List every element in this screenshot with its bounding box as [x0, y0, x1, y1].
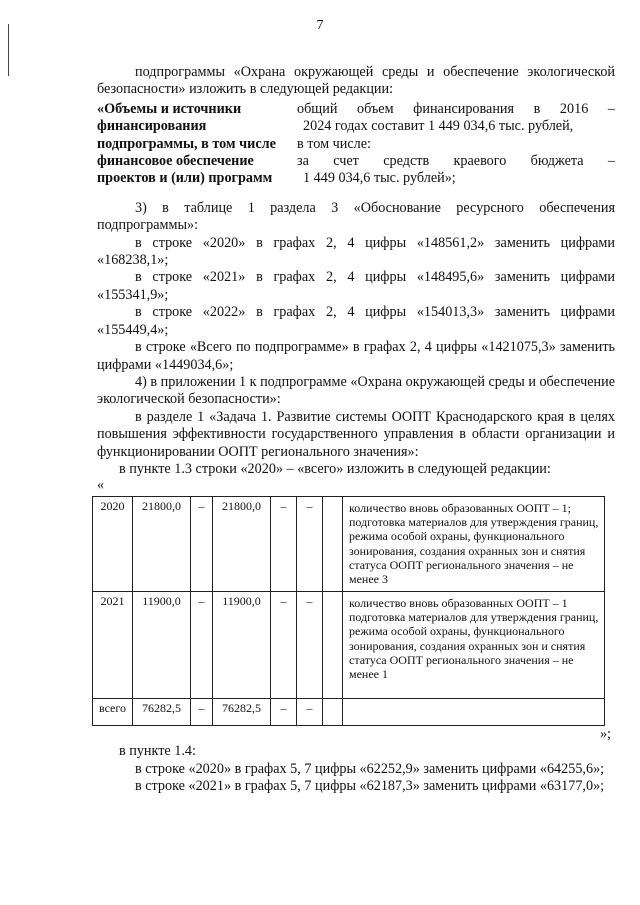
cell-col-1: 11900,0 — [133, 592, 191, 699]
paragraph-1-4-row-2021: в строке «2021» в графах 5, 7 цифры «62187,3» заменить цифрами «63177,0»; — [135, 778, 605, 795]
cell-col-2: – — [191, 497, 213, 592]
cell-year: 2020 — [93, 497, 133, 592]
cell-col-5: – — [297, 497, 323, 592]
cell-col-3: 21800,0 — [213, 497, 271, 592]
value-line: в том числе: — [297, 135, 371, 152]
cell-col-4: – — [271, 592, 297, 699]
cell-year: 2021 — [93, 592, 133, 699]
paragraph-row-2021: в строке «2021» в графах 2, 4 цифры «148495,6» заменить цифрами «155341,9»; — [97, 269, 615, 303]
cell-col-4: – — [271, 699, 297, 726]
cell-col-1: 76282,5 — [133, 699, 191, 726]
cell-col-2: – — [191, 592, 213, 699]
value-line: 1 449 034,6 тыс. рублей»; — [303, 170, 456, 187]
cell-col-5: – — [297, 592, 323, 699]
cell-col-6 — [323, 592, 343, 699]
paragraph-item-3: 3) в таблице 1 раздела 3 «Обоснование ресурсного обеспечения подпрограммы»: — [97, 199, 615, 234]
cell-col-6 — [323, 699, 343, 726]
cell-col-4: – — [271, 497, 297, 592]
paragraph-1-4-row-2020: в строке «2020» в графах 5, 7 цифры «62252,9» заменить цифрами «64255,6»; — [135, 760, 605, 777]
table-row — [93, 592, 605, 699]
label-line: проектов и (или) программ — [97, 170, 273, 187]
label-line: финансовое обеспечение — [97, 153, 254, 170]
paragraph-point-1-3: в пункте 1.3 строки «2020» – «всего» изложить в следующей редакции: — [119, 460, 551, 477]
cell-description — [343, 699, 605, 726]
cell-col-1: 21800,0 — [133, 497, 191, 592]
page-number: 7 — [316, 18, 324, 33]
paragraph-row-total: в строке «Всего по подпрограмме» в графах 2, 4 цифры «1421075,3» заменить цифрами «1449034,6»; — [97, 339, 615, 373]
parameters-value — [297, 101, 615, 188]
value-line: за счет средств краевого бюджета – — [297, 153, 615, 170]
cell-col-5: – — [297, 699, 323, 726]
cell-col-6 — [323, 497, 343, 592]
cell-year: всего — [93, 699, 133, 726]
paragraph-section-1: в разделе 1 «Задача 1. Развитие системы ООПТ Краснодарского края в целях повышения эффективности государственного управления в области организации и функционировании ООПТ регионального значения»: — [97, 408, 615, 460]
cell-col-3: 76282,5 — [213, 699, 271, 726]
cell-col-2: – — [191, 699, 213, 726]
paragraph-row-2020: в строке «2020» в графах 2, 4 цифры «148561,2» заменить цифрами «168238,1»; — [97, 234, 615, 269]
financing-table — [92, 496, 605, 726]
paragraph-row-2022: в строке «2022» в графах 2, 4 цифры «154013,3» заменить цифрами «155449,4»; — [97, 304, 615, 338]
table-row — [93, 699, 605, 726]
paragraph-item-4: 4) в приложении 1 к подпрограмме «Охрана окружающей среды и обеспечение экологической безопасности»: — [97, 373, 615, 408]
value-line: 2024 годах составит 1 449 034,6 тыс. рублей, — [303, 118, 574, 135]
paragraph-point-1-4: в пункте 1.4: — [119, 743, 196, 760]
parameters-label — [97, 101, 297, 188]
quote-close: »; — [599, 726, 611, 742]
intro-line-1: подпрограммы «Охрана окружающей среды и обеспечение экологической — [135, 64, 615, 80]
label-line: подпрограммы, в том числе — [97, 135, 276, 152]
label-line: финансирования — [97, 118, 207, 135]
intro-line-2: безопасности» изложить в следующей редакции: — [97, 81, 394, 98]
cell-description: количество вновь образованных ООПТ – 1; подготовка материалов для утверждения границ, режима особой охраны, функционального зонирования, создания охранных зон и снятия статуса ООПТ регионального значения – не менее 3 — [343, 497, 605, 592]
label-line: «Объемы и источники — [97, 100, 242, 117]
table-row — [93, 497, 605, 592]
document-body-continued — [97, 726, 615, 796]
cell-col-3: 11900,0 — [213, 592, 271, 699]
quote-open: « — [97, 477, 105, 494]
financing-parameters — [97, 101, 615, 188]
document-body — [97, 64, 615, 492]
cell-description: количество вновь образованных ООПТ – 1 подготовка материалов для утверждения границ, режима особой охраны, функционального зонирования, создания охранных зон и снятия статуса ООПТ регионального значения – не менее 1 — [343, 592, 605, 699]
value-line: общий объем финансирования в 2016 – — [297, 100, 615, 117]
